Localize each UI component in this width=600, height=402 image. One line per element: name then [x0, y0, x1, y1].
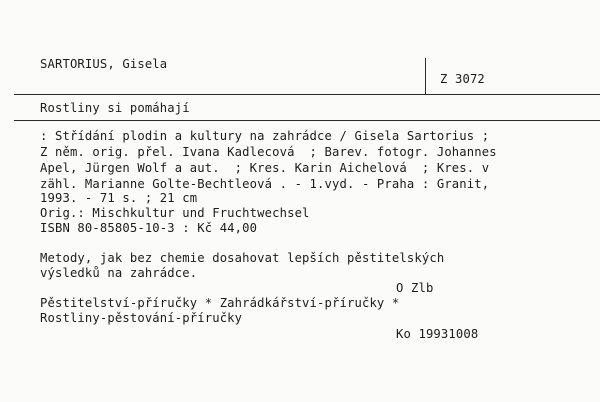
- description-line: Z něm. orig. přel. Ivana Kadlecová ; Barev. fotogr. Johannes: [40, 145, 497, 159]
- classification-code: O Zlb: [396, 281, 434, 295]
- subject-line: Rostliny-pěstování-příručky: [40, 311, 243, 325]
- title-heading: Rostliny si pomáhají: [40, 101, 190, 115]
- annotation-line: Metody, jak bez chemie dosahovat lepších pěstitelských: [40, 251, 445, 265]
- author-heading: SARTORIUS, Gisela: [40, 57, 168, 71]
- description-line: : Střídání plodin a kultury na zahrádce / Gisela Sartorius ;: [40, 129, 490, 143]
- description-line: 1993. - 71 s. ; 21 cm: [40, 191, 198, 205]
- description-line: Apel, Jürgen Wolf a aut. ; Kres. Karin Aichelová ; Kres. v: [40, 161, 490, 175]
- original-title: Orig.: Mischkultur und Fruchtwechsel: [40, 206, 310, 220]
- description-line: zähl. Marianne Golte-Bechtleová . - 1.vyd. - Praha : Granit,: [40, 177, 490, 191]
- subject-line: Pěstitelství-příručky * Zahrádkářství-příručky *: [40, 296, 400, 310]
- isbn-price: ISBN 80-85805-10-3 : Kč 44,00: [40, 221, 258, 235]
- record-code: Ko 19931008: [396, 327, 479, 341]
- call-number: Z 3072: [440, 72, 485, 86]
- call-number-divider: [425, 58, 426, 95]
- annotation-line: výsledků na zahrádce.: [40, 266, 198, 280]
- header-rule: [14, 94, 600, 95]
- title-rule: [14, 120, 600, 121]
